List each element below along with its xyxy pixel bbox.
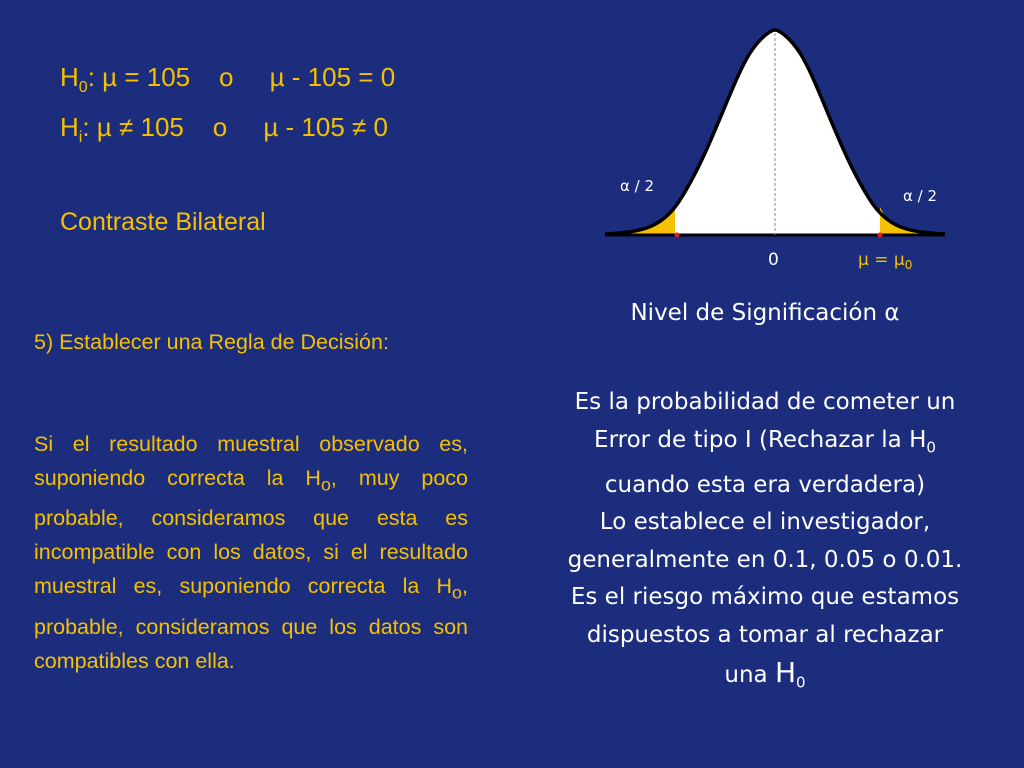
hi-expression: : µ ≠ 105 o µ - 105 ≠ 0 <box>82 112 388 142</box>
h0-subscript: 0 <box>78 79 88 97</box>
mu-label <box>858 250 912 272</box>
nivel-line-2-sub: 0 <box>926 438 936 457</box>
h0-letter: H <box>60 62 79 92</box>
nivel-line-7: dispuestos a tomar al rechazar <box>586 621 944 648</box>
hi-subscript: i <box>78 129 83 147</box>
nivel-line-8 <box>510 654 1020 702</box>
hi-letter: H <box>60 112 79 142</box>
zero-label: 0 <box>768 250 779 270</box>
h0-expression: : µ = 105 o µ - 105 = 0 <box>87 62 396 92</box>
mu-label-sub: 0 <box>904 258 913 272</box>
nivel-line-6: Es el riesgo máximo que estamos <box>570 584 960 611</box>
nivel-line-2 <box>510 422 1020 467</box>
null-hypothesis <box>60 62 395 97</box>
nivel-line-8-main: una <box>724 662 775 689</box>
nivel-line-3: cuando esta era verdadera) <box>604 471 926 498</box>
rule-text-2: , muy poco probable, consideramos que esta es incompatible con los datos, si el resultado muestral es, suponiendo correcta la H <box>34 466 468 599</box>
rule-sub-2: o <box>452 582 463 603</box>
rule-paragraph <box>34 427 468 678</box>
test-type-title: Contraste Bilateral <box>60 208 266 236</box>
alternative-hypothesis <box>60 112 388 147</box>
rule-heading: 5) Establecer una Regla de Decisión: <box>34 330 389 354</box>
alpha-right-label: α / 2 <box>903 187 938 205</box>
nivel-line-8-sub: 0 <box>796 673 806 692</box>
mu-label-main: µ = µ <box>858 250 905 270</box>
nivel-line-4: Lo establece el investigador, <box>599 509 931 536</box>
rule-sub-1: o <box>320 474 331 495</box>
nivel-line-2-main: Error de tipo I (Rechazar la H <box>594 426 927 453</box>
normal-distribution-diagram <box>600 25 950 280</box>
rule-text-3: , probable, consideramos que los datos son compatibles con ella. <box>34 574 468 673</box>
nivel-line-1: Es la probabilidad de cometer un <box>574 389 956 415</box>
significance-title: Nivel de Significación α <box>630 300 900 326</box>
right-critical-point <box>878 233 883 238</box>
nivel-line-8-h: H <box>774 656 797 690</box>
alpha-left-label: α / 2 <box>620 177 655 195</box>
significance-explanation <box>510 384 1020 702</box>
left-critical-point <box>675 233 680 238</box>
rule-text-1: Si el resultado muestral observado es, suponiendo correcta la H <box>34 432 468 490</box>
nivel-line-5: generalmente en 0.1, 0.05 o 0.01. <box>567 546 963 573</box>
